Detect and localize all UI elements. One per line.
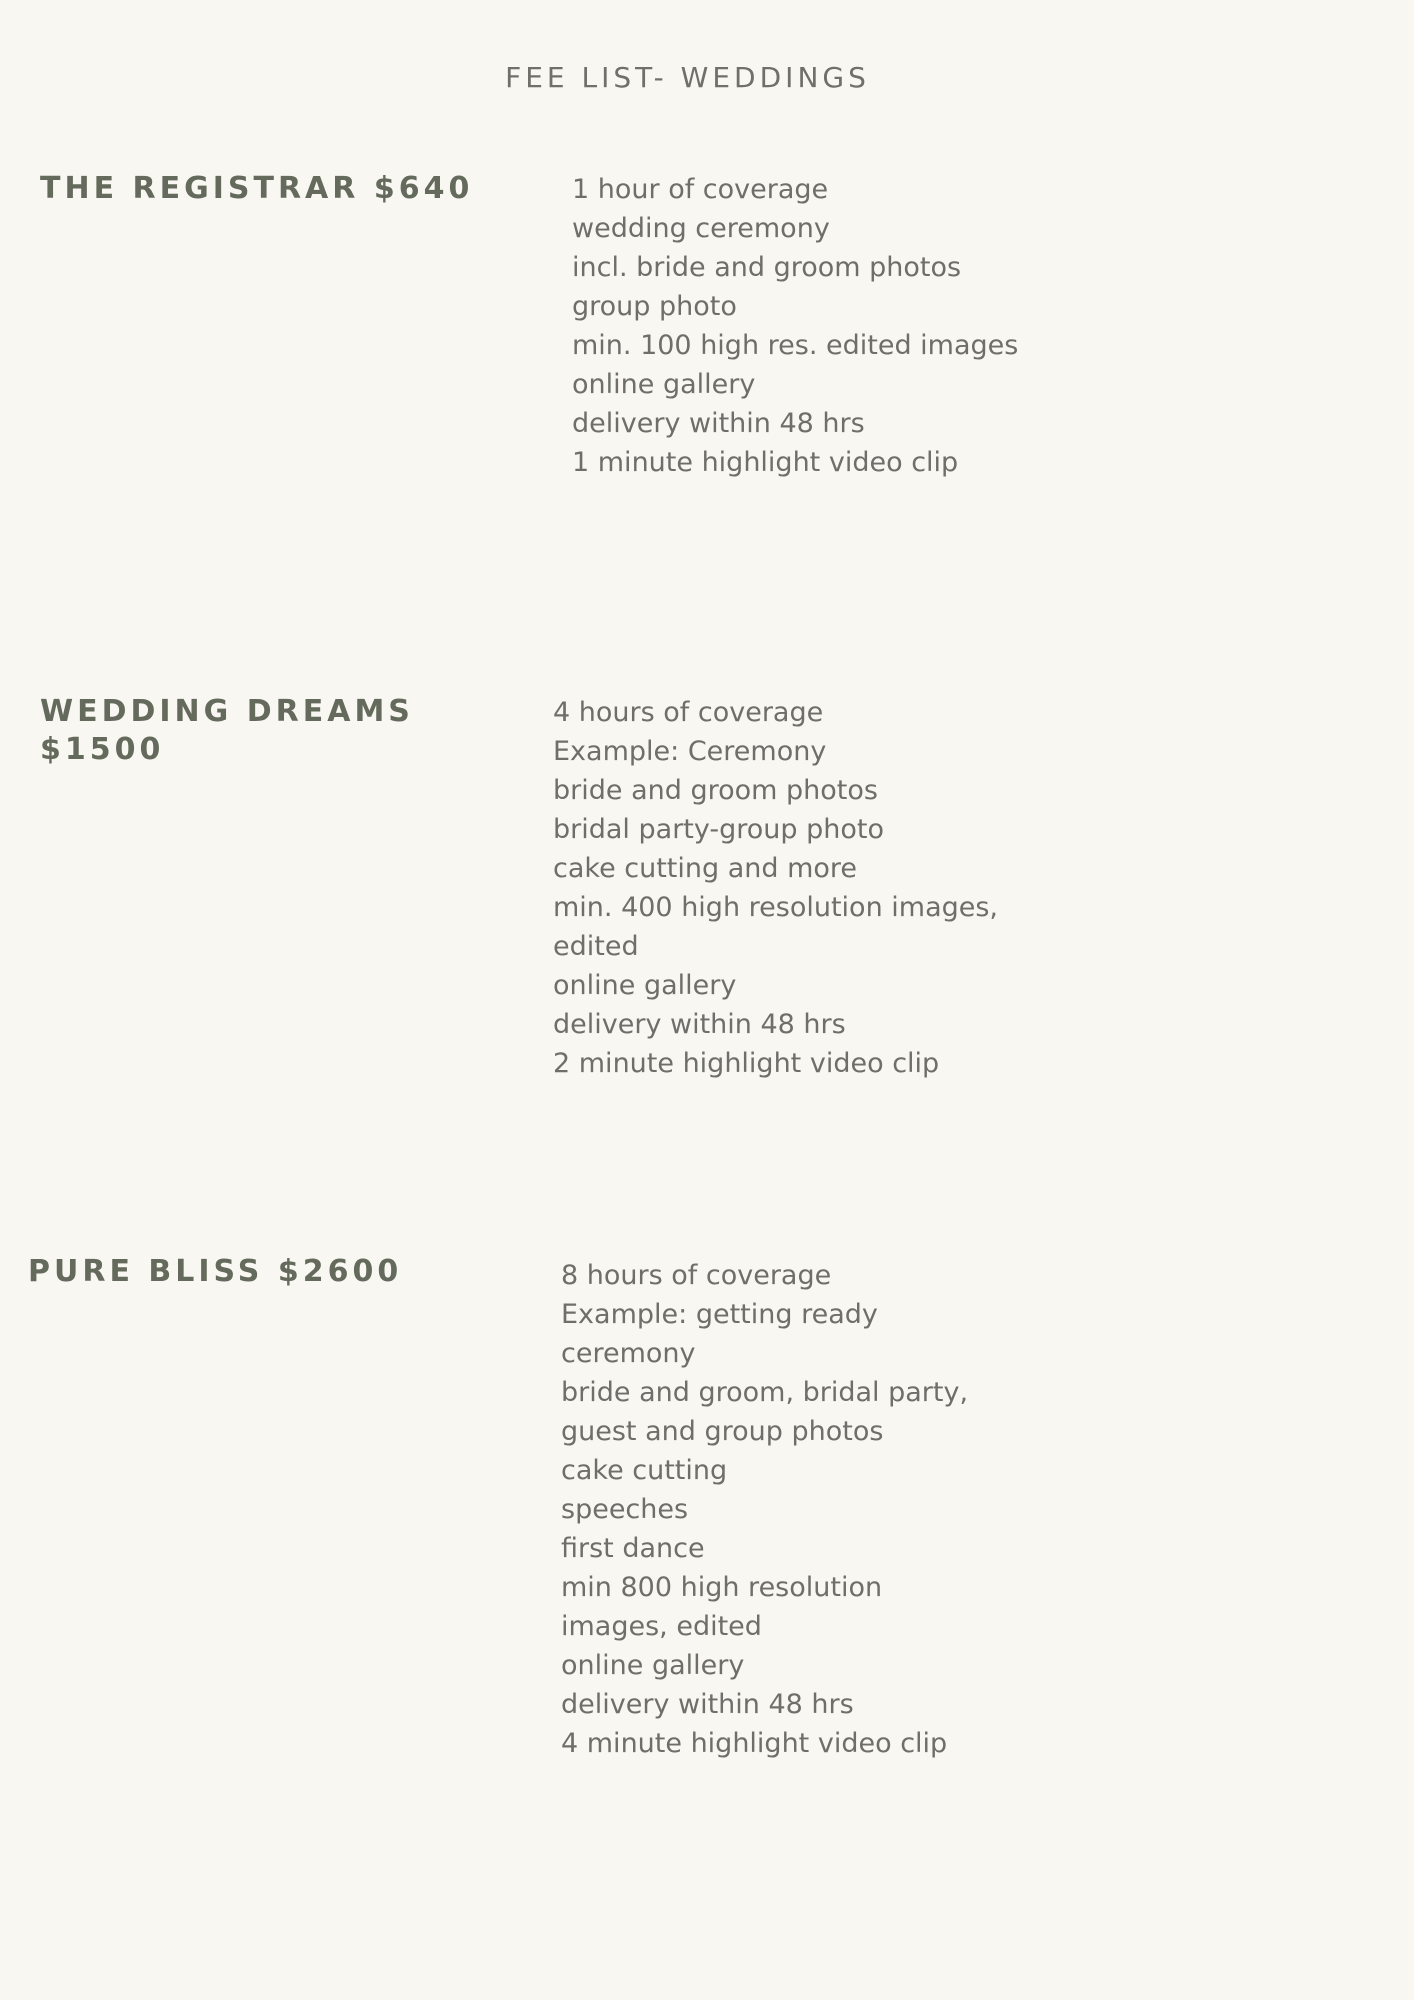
- feature-item: images, edited: [561, 1611, 762, 1642]
- package-features-pure-bliss: [561, 1256, 968, 1763]
- feature-item: delivery within 48 hrs: [572, 408, 865, 439]
- feature-item: 1 minute highlight video clip: [572, 447, 959, 478]
- feature-item: min. 400 high resolution images,: [553, 892, 999, 923]
- feature-item: 2 minute highlight video clip: [553, 1048, 940, 1079]
- feature-item: bride and groom, bridal party,: [561, 1377, 969, 1408]
- page-title: FEE LIST- WEDDINGS: [505, 61, 870, 94]
- feature-item: wedding ceremony: [572, 213, 830, 244]
- feature-item: Example: getting ready: [561, 1299, 878, 1330]
- feature-item: min 800 high resolution: [561, 1572, 883, 1603]
- feature-item: speeches: [561, 1494, 689, 1525]
- feature-item: bride and groom photos: [553, 775, 878, 806]
- feature-item: cake cutting: [561, 1455, 728, 1486]
- feature-item: 4 minute highlight video clip: [561, 1728, 948, 1759]
- package-price: $1500: [40, 732, 165, 767]
- package-name-registrar: THE REGISTRAR $640: [40, 171, 474, 206]
- feature-item: bridal party-group photo: [553, 814, 885, 845]
- feature-item: group photo: [572, 291, 737, 322]
- feature-item: guest and group photos: [561, 1416, 884, 1447]
- package-name-pure-bliss: PURE BLISS $2600: [28, 1254, 403, 1289]
- feature-item: 1 hour of coverage: [572, 174, 829, 205]
- feature-item: ceremony: [561, 1338, 696, 1369]
- feature-item: Example: Ceremony: [553, 736, 827, 767]
- feature-item: edited: [553, 931, 639, 962]
- feature-item: delivery within 48 hrs: [553, 1009, 846, 1040]
- feature-item: cake cutting and more: [553, 853, 858, 884]
- feature-item: online gallery: [572, 369, 756, 400]
- feature-item: min. 100 high res. edited images: [572, 330, 1019, 361]
- feature-item: delivery within 48 hrs: [561, 1689, 854, 1720]
- feature-item: online gallery: [561, 1650, 745, 1681]
- feature-item: 4 hours of coverage: [553, 697, 824, 728]
- feature-item: 8 hours of coverage: [561, 1260, 832, 1291]
- package-name-line: WEDDING DREAMS: [40, 694, 414, 729]
- package-features-wedding-dreams: [553, 693, 998, 1083]
- package-features-registrar: [572, 170, 1018, 482]
- package-name-wedding-dreams: [40, 693, 414, 769]
- feature-item: first dance: [561, 1533, 705, 1564]
- feature-item: online gallery: [553, 970, 737, 1001]
- feature-item: incl. bride and groom photos: [572, 252, 962, 283]
